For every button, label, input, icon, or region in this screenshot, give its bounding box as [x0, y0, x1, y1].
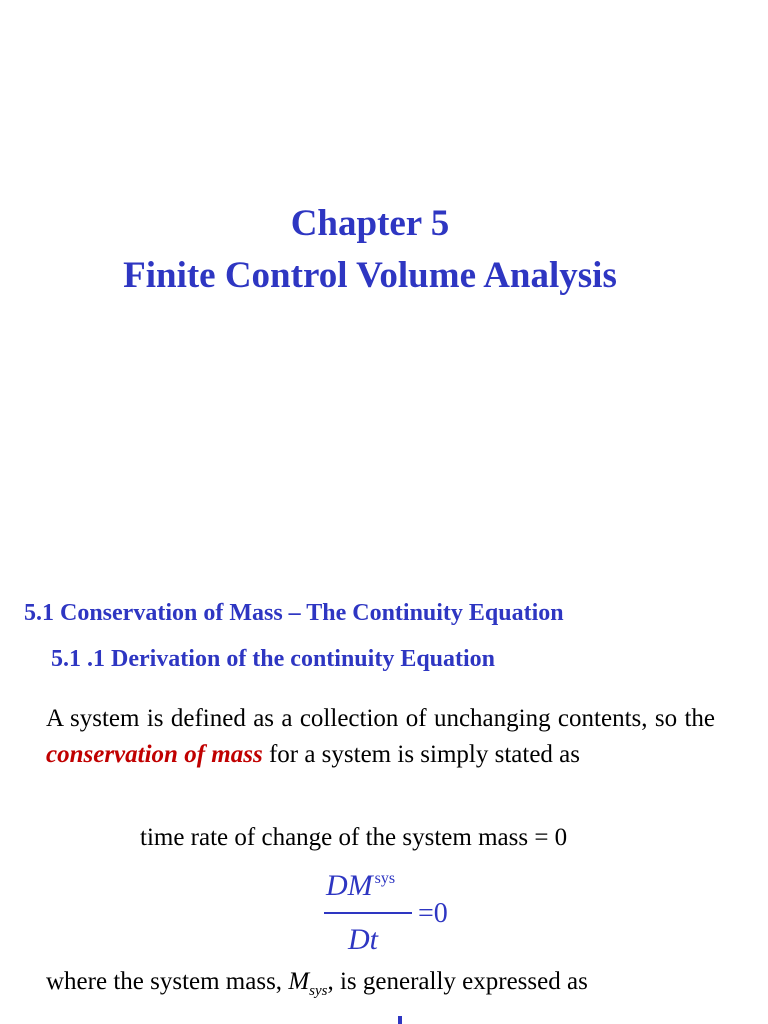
mass-subscript: sys	[309, 983, 328, 999]
chapter-name: Finite Control Volume Analysis	[123, 255, 617, 296]
chapter-title	[0, 198, 740, 302]
subsection-heading: 5.1 .1 Derivation of the continuity Equation	[51, 646, 496, 672]
equation-denominator: Dt	[348, 923, 378, 956]
numerator-symbol: DM	[326, 869, 373, 902]
paragraph-text-start: A system is defined as a collection of unchanging contents, so the	[46, 705, 715, 732]
equation-numerator	[326, 868, 395, 909]
statement-line: time rate of change of the system mass = 0	[140, 824, 568, 851]
continuity-equation	[324, 868, 484, 960]
closing-sentence	[46, 964, 588, 1009]
emphasis-text: conservation of mass	[46, 741, 263, 768]
mass-variable: M	[288, 968, 310, 995]
equation-rhs: =0	[418, 898, 448, 929]
chapter-number: Chapter 5	[290, 203, 450, 244]
body-paragraph	[46, 701, 715, 773]
cut-off-equation-fragment	[398, 1016, 402, 1024]
closing-text-end: , is generally expressed as	[327, 968, 588, 995]
fraction-bar	[324, 912, 412, 914]
paragraph-text-end: for a system is simply stated as	[262, 741, 581, 768]
section-heading: 5.1 Conservation of Mass – The Continuity Equation	[24, 600, 564, 626]
closing-text-start: where the system mass,	[46, 968, 289, 995]
numerator-subscript: sys	[374, 870, 396, 887]
